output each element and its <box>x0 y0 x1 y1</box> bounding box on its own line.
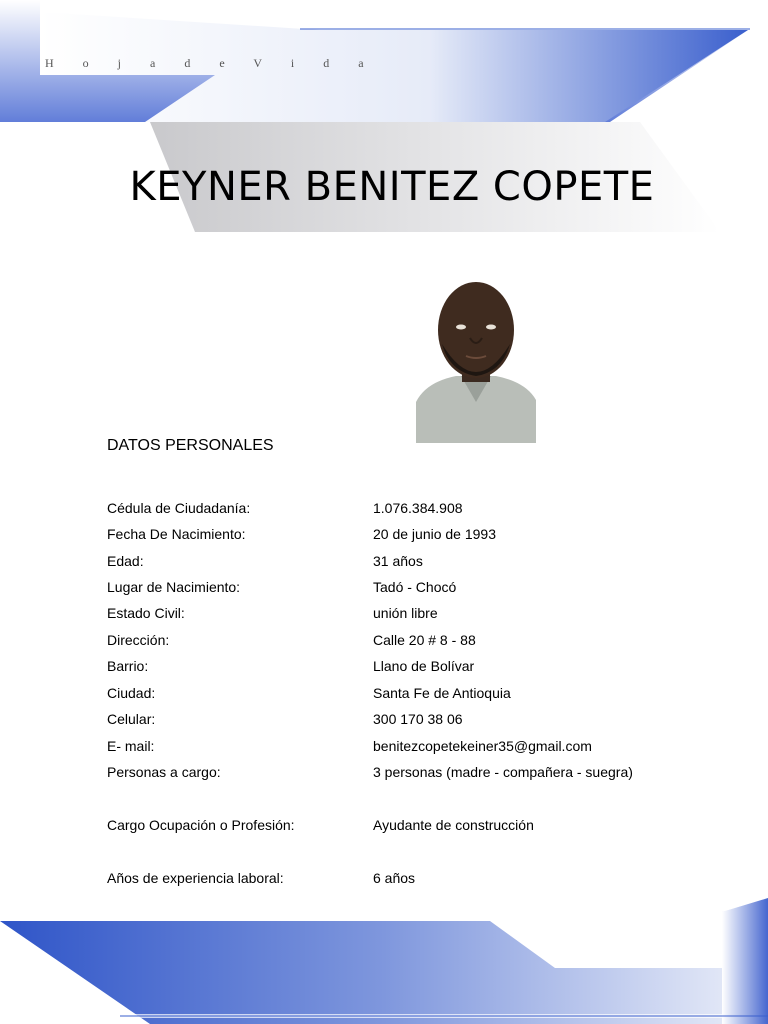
field-value: 6 años <box>373 870 416 886</box>
field-label: Años de experiencia laboral: <box>107 870 284 886</box>
field-value: Ayudante de construcción <box>373 817 534 833</box>
field-value: Llano de Bolívar <box>373 658 475 674</box>
field-label: Ciudad: <box>107 685 156 701</box>
field-label: Fecha De Nacimiento: <box>107 526 246 542</box>
field-value: 20 de junio de 1993 <box>373 526 496 542</box>
field-label: Lugar de Nacimiento: <box>107 579 241 595</box>
field-label: Barrio: <box>107 658 149 674</box>
field-value: 3 personas (madre - compañera - suegra) <box>373 764 633 780</box>
field-value: 31 años <box>373 553 423 569</box>
field-label: Cédula de Ciudadanía: <box>107 500 251 516</box>
field-value: benitezcopetekeiner35@gmail.com <box>373 738 592 754</box>
field-label: Estado Civil: <box>107 605 185 621</box>
field-label: Cargo Ocupación o Profesión: <box>107 817 295 833</box>
field-label: Dirección: <box>107 632 170 648</box>
field-value: unión libre <box>373 605 438 621</box>
field-value: 300 170 38 06 <box>373 711 463 727</box>
field-value: Tadó - Chocó <box>373 579 457 595</box>
field-label: Personas a cargo: <box>107 764 221 780</box>
field-value: 1.076.384.908 <box>373 500 463 516</box>
field-label: Edad: <box>107 553 144 569</box>
person-name: KEYNER BENITEZ COPETE <box>129 164 655 210</box>
field-value: Santa Fe de Antioquia <box>373 685 511 701</box>
section-title: DATOS PERSONALES <box>107 437 274 454</box>
field-value: Calle 20 # 8 - 88 <box>373 632 476 648</box>
field-label: Celular: <box>107 711 156 727</box>
profile-photo <box>416 272 536 443</box>
field-label: E- mail: <box>107 738 155 754</box>
document-eyebrow: H o j a d e V i d a <box>45 56 377 70</box>
